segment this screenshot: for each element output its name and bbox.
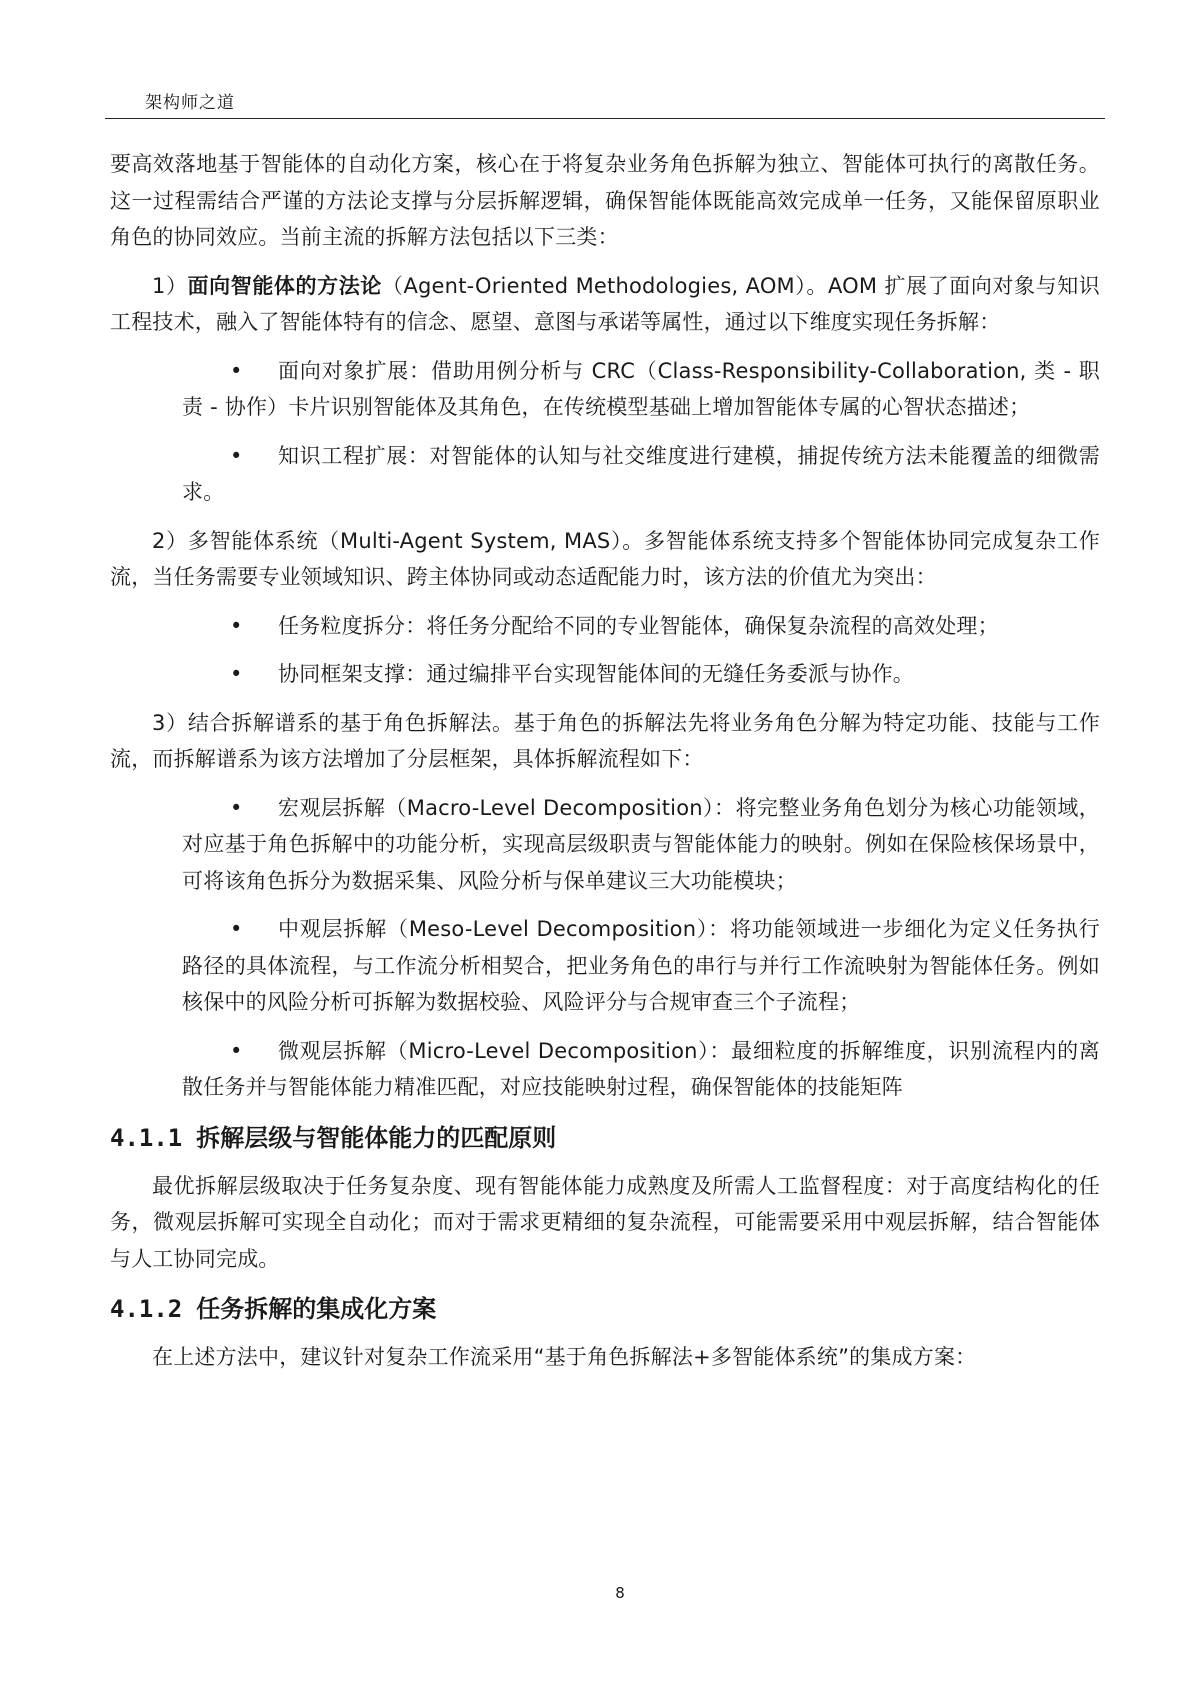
method1-title: 面向智能体的方法论 bbox=[187, 273, 382, 298]
section-title: 拆解层级与智能体能力的匹配原则 bbox=[196, 1123, 557, 1152]
running-header bbox=[105, 78, 1105, 119]
intro-paragraph: 要高效落地基于智能体的自动化方案，核心在于将复杂业务角色拆解为独立、智能体可执行的离散任务。这一过程需结合严谨的方法论支撑与分层拆解逻辑，确保智能体既能高效完成单一任务，又能保留原职业角色的协同效应。当前主流的拆解方法包括以下三类： bbox=[110, 152, 1100, 249]
bullet-icon: • bbox=[230, 662, 243, 686]
main-content bbox=[110, 146, 1100, 1388]
list-item bbox=[182, 353, 1100, 426]
bullet-text: 宏观层拆解（Macro-Level Decomposition）：将完整业务角色划分为核心功能领域，对应基于角色拆解中的功能分析，实现高层级职责与智能体能力的映射。例如在保险核保场景中，可将该角色拆分为数据采集、风险分析与保单建议三大功能模块； bbox=[182, 795, 1100, 893]
list-item bbox=[182, 911, 1100, 1021]
section-4-1-1-paragraph: 最优拆解层级取决于任务复杂度、现有智能体能力成熟度及所需人工监督程度：对于高度结构化的任务，微观层拆解可实现全自动化；而对于需求更精细的复杂流程，可能需要采用中观层拆解，结合智能体与人工协同完成。 bbox=[110, 1173, 1100, 1271]
bullet-text: 任务粒度拆分：将任务分配给不同的专业智能体，确保复杂流程的高效处理； bbox=[278, 613, 999, 638]
section-title: 任务拆解的集成化方案 bbox=[196, 1295, 437, 1323]
bullet-text: 微观层拆解（Micro-Level Decomposition）：最细粒度的拆解维度，识别流程内的离散任务并与智能体能力精准匹配，对应技能映射过程，确保智能体的技能矩阵 bbox=[182, 1038, 1100, 1099]
section-number: 4.1.2 bbox=[110, 1295, 183, 1323]
bullet-icon: • bbox=[230, 443, 243, 468]
page-number: 8 bbox=[615, 1584, 625, 1602]
list-item bbox=[182, 656, 1100, 693]
section-number: 4.1.1 bbox=[110, 1123, 183, 1152]
bullet-icon: • bbox=[230, 917, 243, 941]
bullet-text: 面向对象扩展：借助用例分析与 CRC（Class-Responsibility-Collaboration, 类 - 职责 - 协作）卡片识别智能体及其角色，在传统模型基础上增加智能体专属的心智状态描述； bbox=[182, 358, 1100, 419]
section-4-1-2-paragraph: 在上述方法中，建议针对复杂工作流采用“基于角色拆解法+多智能体系统”的集成方案： bbox=[152, 1345, 977, 1369]
method1-body: （Agent-Oriented Methodologies, AOM）。AOM 扩展了面向对象与知识工程技术，融入了智能体特有的信念、愿望、意图与承诺等属性，通过以下维度实现任务拆解： bbox=[110, 273, 1100, 334]
method1-paragraph bbox=[110, 268, 1100, 341]
bullet-text: 知识工程扩展：对智能体的认知与社交维度进行建模，捕捉传统方法未能覆盖的细微需求。 bbox=[182, 443, 1100, 504]
header-title: 架构师之道 bbox=[145, 93, 235, 113]
method3-paragraph: 3）结合拆解谱系的基于角色拆解法。基于角色的拆解法先将业务角色分解为特定功能、技能与工作流，而拆解谱系为该方法增加了分层框架，具体拆解流程如下： bbox=[110, 710, 1100, 771]
bullet-text: 中观层拆解（Meso-Level Decomposition）：将功能领域进一步细化为定义任务执行路径的具体流程，与工作流分析相契合，把业务角色的串行与并行工作流映射为智能体任务。例如核保中的风险分析可拆解为数据校验、风险评分与合规审查三个子流程； bbox=[182, 917, 1100, 1014]
bullet-icon: • bbox=[230, 795, 243, 820]
section-heading-4-1-1 bbox=[110, 1118, 1100, 1158]
method2-paragraph: 2）多智能体系统（Multi-Agent System, MAS）。多智能体系统支持多个智能体协同完成复杂工作流，当任务需要专业领域知识、跨主体协同或动态适配能力时，该方法的价值尤为突出： bbox=[110, 528, 1100, 589]
method1-prefix: 1） bbox=[152, 273, 188, 298]
bullet-icon: • bbox=[230, 358, 243, 383]
bullet-text: 协同框架支撑：通过编排平台实现智能体间的无缝任务委派与协作。 bbox=[278, 662, 914, 686]
bullet-icon: • bbox=[230, 613, 243, 638]
list-item bbox=[182, 438, 1100, 511]
list-item bbox=[182, 790, 1100, 900]
list-item bbox=[182, 1033, 1100, 1106]
bullet-icon: • bbox=[230, 1038, 243, 1063]
section-heading-4-1-2 bbox=[110, 1289, 1100, 1329]
list-item bbox=[182, 608, 1100, 645]
